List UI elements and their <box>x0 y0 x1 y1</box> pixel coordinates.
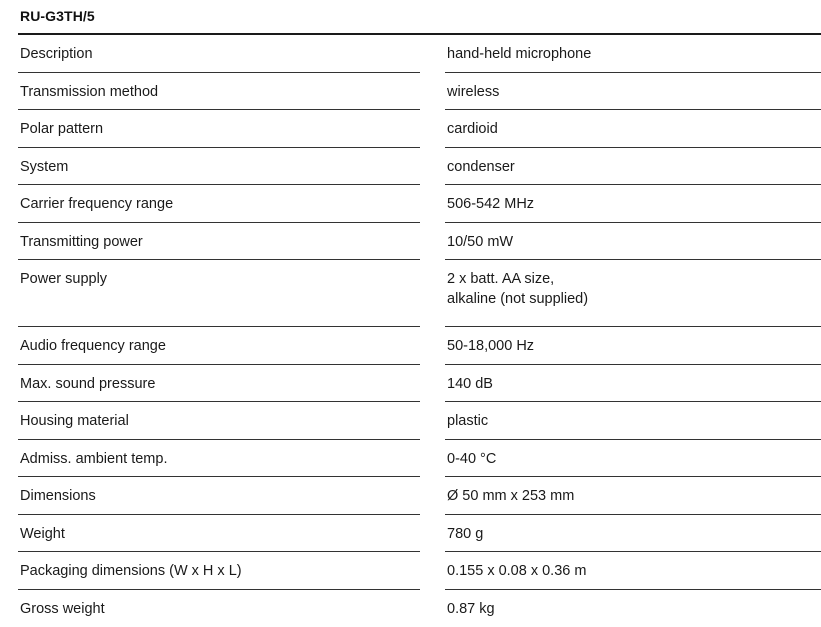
spec-row-audio-frequency <box>18 327 821 365</box>
spec-value: wireless <box>447 82 499 102</box>
spec-row-transmitting-power <box>18 223 821 261</box>
spec-value: 50-18,000 Hz <box>447 336 534 356</box>
spec-value: 0.155 x 0.08 x 0.36 m <box>447 561 586 581</box>
spec-row-ambient-temp <box>18 440 821 478</box>
spec-label: Carrier frequency range <box>20 196 173 212</box>
spec-label: Description <box>20 46 93 62</box>
spec-value: 780 g <box>447 524 483 544</box>
spec-label: Housing material <box>20 413 129 429</box>
spec-value: 2 x batt. AA size, alkaline (not supplied) <box>447 269 588 309</box>
spec-value: 10/50 mW <box>447 232 513 252</box>
spec-row-power-supply <box>18 260 821 327</box>
spec-row-housing-material <box>18 402 821 440</box>
spec-value: cardioid <box>447 119 498 139</box>
spec-row-weight <box>18 515 821 553</box>
spec-row-system <box>18 148 821 186</box>
spec-label: Transmission method <box>20 84 158 100</box>
spec-table <box>18 35 821 627</box>
spec-value: 0-40 °C <box>447 449 496 469</box>
spec-label: Dimensions <box>20 488 96 504</box>
spec-row-dimensions <box>18 477 821 515</box>
spec-row-gross-weight <box>18 590 821 627</box>
spec-label: Packaging dimensions (W x H x L) <box>20 563 242 579</box>
spec-row-carrier-frequency <box>18 185 821 223</box>
spec-label: Transmitting power <box>20 234 143 250</box>
spec-row-description <box>18 35 821 73</box>
spec-label: Max. sound pressure <box>20 376 155 392</box>
spec-label: Power supply <box>20 271 107 287</box>
spec-row-transmission-method <box>18 73 821 111</box>
spec-label: Admiss. ambient temp. <box>20 451 167 467</box>
spec-label: Polar pattern <box>20 121 103 137</box>
spec-label: Audio frequency range <box>20 338 166 354</box>
spec-value: 506-542 MHz <box>447 194 534 214</box>
spec-value: 0.87 kg <box>447 599 495 619</box>
spec-label: System <box>20 159 68 175</box>
spec-value: Ø 50 mm x 253 mm <box>447 486 574 506</box>
spec-row-polar-pattern <box>18 110 821 148</box>
spec-value: hand-held microphone <box>447 44 591 64</box>
spec-label: Weight <box>20 526 65 542</box>
spec-label: Gross weight <box>20 601 105 617</box>
spec-value: plastic <box>447 411 488 431</box>
spec-value: 140 dB <box>447 374 493 394</box>
spec-row-max-sound-pressure <box>18 365 821 403</box>
spec-value: condenser <box>447 157 515 177</box>
product-title: RU-G3TH/5 <box>20 8 95 24</box>
spec-row-packaging-dimensions <box>18 552 821 590</box>
